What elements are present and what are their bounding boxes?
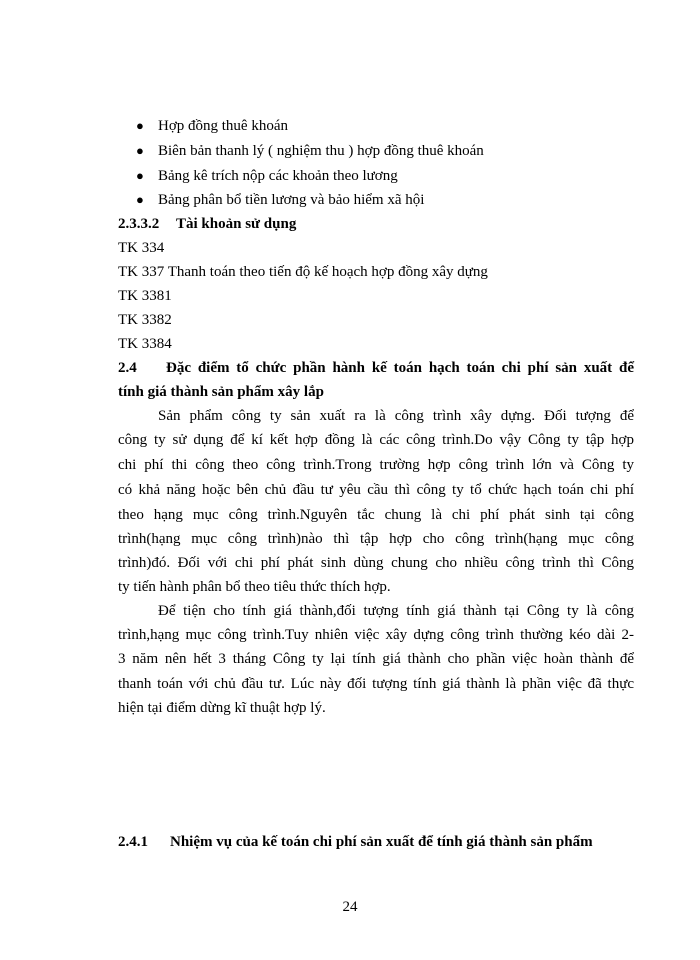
bullet-item: ● Bảng kê trích nộp các khoản theo lương [136, 168, 398, 184]
paragraph-line: trình)đó. Đối với chi phí phát sinh dùng chung cho nhiều công trình thì Công [118, 555, 634, 571]
account-line: TK 3384 [118, 336, 172, 352]
paragraph-line: ty tiến hành phân bổ theo tiêu thức thích hợp. [118, 579, 391, 595]
section-heading-24: 2.4 Đặc điểm tổ chức phần hành kế toán hạch toán chi phí sản xuất để [118, 360, 634, 376]
paragraph-line: thanh toán với chủ đầu tư. Lúc này đối tượng tính giá thành là phần việc đã thực [118, 676, 634, 692]
bullet-dot-icon: ● [136, 192, 144, 207]
bullet-item: ● Biên bản thanh lý ( nghiệm thu ) hợp đồng thuê khoán [136, 143, 484, 159]
account-line: TK 334 [118, 240, 165, 256]
page-number: 24 [342, 899, 358, 915]
paragraph-line: hiện tại điểm dừng kĩ thuật hợp lý. [118, 700, 326, 716]
bullet-dot-icon: ● [136, 118, 144, 133]
account-line: TK 3382 [118, 312, 172, 328]
paragraph-line: chi phí thi công theo công trình.Trong trường hợp công trình lớn và Công ty [118, 457, 634, 473]
paragraph-line: trình(hạng mục công trình)nào thì tập hợp cho công trình(hạng mục công [118, 531, 634, 547]
section-heading-24-cont: tính giá thành sản phẩm xây lắp [118, 384, 324, 400]
paragraph-line: theo hạng mục công trình.Nguyên tắc chung là chi phí phát sinh tại công [118, 507, 634, 523]
bullet-dot-icon: ● [136, 143, 144, 158]
account-line: TK 3381 [118, 288, 172, 304]
paragraph-line: công ty sử dụng để kí kết hợp đồng là các công trình.Do vậy Công ty tập hợp [118, 432, 634, 448]
section-heading-2332: 2.3.3.2 Tài khoản sử dụng [118, 216, 297, 232]
bullet-item: ● Bảng phân bổ tiền lương và bảo hiểm xã hội [136, 192, 425, 208]
bullet-dot-icon: ● [136, 168, 144, 183]
paragraph-line: có khả năng hoặc bên chủ đầu tư yêu cầu thì công ty tổ chức hạch toán chi phí [118, 482, 634, 498]
bullet-item: ● Hợp đồng thuê khoán [136, 118, 288, 134]
account-line: TK 337 Thanh toán theo tiến độ kế hoạch hợp đồng xây dựng [118, 264, 488, 280]
paragraph-line: trình,hạng mục công trình.Tuy nhiên việc xây dựng công trình thường kéo dài 2- [118, 627, 634, 643]
paragraph-line: Sản phẩm công ty sản xuất ra là công trình xây dựng. Đối tượng để [158, 408, 634, 424]
paragraph-line: 3 năm nên hết 3 tháng Công ty lại tính giá thành cho phần việc hoàn thành để [118, 651, 634, 667]
paragraph-line: Để tiện cho tính giá thành,đối tượng tính giá thành tại Công ty là công [158, 603, 634, 619]
section-heading-241: 2.4.1 Nhiệm vụ của kế toán chi phí sản xuất để tính giá thành sản phẩm [118, 834, 593, 850]
